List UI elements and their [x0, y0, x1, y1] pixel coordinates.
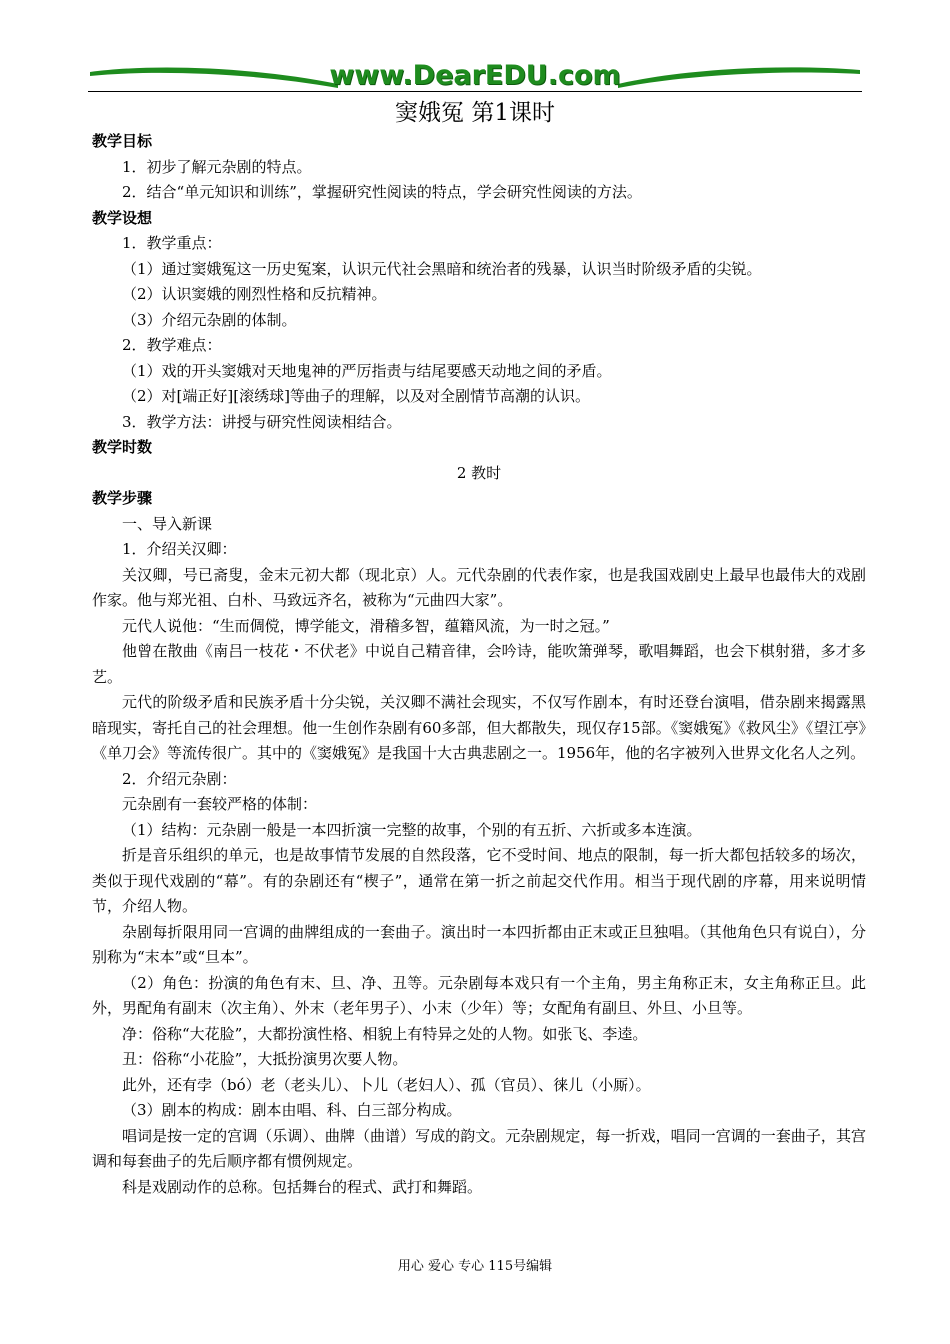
subheading-method: 3．教学方法：讲授与研究性阅读相结合。 [122, 412, 402, 431]
body-paragraph: 丑：俗称“小花脸”，大抵扮演男次要人物。 [122, 1050, 408, 1068]
page-title: 窦娥冤 第1课时 [395, 100, 555, 126]
subheading-key-points: 1．教学重点： [122, 234, 222, 252]
body-paragraph: 唱词是按一定的宫调（乐调）、曲牌（曲谱）写成的韵文。元杂剧规定，每一折戏，唱同一宫调的一套曲子，其宫调和每套曲子的先后顺序都有惯例规定。 [92, 1126, 866, 1170]
document-body [92, 129, 866, 1200]
section-heading-steps: 教学步骤 [92, 489, 153, 507]
body-paragraph: 净：俗称“大花脸”，大都扮演性格、相貌上有特异之处的人物。如张飞、李逵。 [122, 1024, 648, 1043]
list-item: （1）戏的开头窦娥对天地鬼神的严厉指责与结尾要感天动地之间的矛盾。 [122, 361, 612, 380]
body-paragraph: 折是音乐组织的单元，也是故事情节发展的自然段落，它不受时间、地点的限制，每一折大都包括较多的场次，类似于现代戏剧的“幕”。有的杂剧还有“楔子”，通常在第一折之前起交代作用。相当于现代剧的序幕，用来说明情节，介绍人物。 [92, 846, 866, 915]
body-paragraph: 元代人说他：“生而倜傥，博学能文，滑稽多智，蕴籍风流，为一时之冠。” [122, 616, 610, 635]
body-paragraph: （1）结构：元杂剧一般是一本四折演一完整的故事，个别的有五折、六折或多本连演。 [122, 820, 702, 839]
goal-item: 1．初步了解元杂剧的特点。 [122, 157, 312, 176]
body-paragraph: （3）剧本的构成：剧本由唱、科、白三部分构成。 [122, 1101, 462, 1119]
step-subheading: 2．介绍元杂剧： [122, 769, 237, 788]
list-item: （3）介绍元杂剧的体制。 [122, 310, 297, 329]
body-paragraph: 科是戏剧动作的总称。包括舞台的程式、武打和舞蹈。 [122, 1177, 483, 1196]
header-divider [88, 91, 862, 92]
step-subheading: 1．介绍关汉卿： [122, 540, 237, 558]
step-heading: 一、导入新课 [122, 514, 213, 533]
page-footer: 用心 爱心 专心 115号编辑 [397, 1259, 553, 1274]
hours-value: 2 教时 [456, 463, 502, 482]
site-banner [88, 58, 862, 94]
body-paragraph: 此外，还有孛（bó）老（老头儿）、卜儿（老妇人）、孤（官员）、徕儿（小厮）。 [122, 1075, 651, 1094]
goal-item: 2．结合“单元知识和训练”，掌握研究性阅读的特点，学会研究性阅读的方法。 [122, 183, 642, 201]
subheading-difficult-points: 2．教学难点： [122, 336, 222, 354]
body-paragraph: （2）角色：扮演的角色有末、旦、净、丑等。元杂剧每本戏只有一个主角，男主角称正末，女主角称正旦。此外，男配角有副末（次主角）、外末（老年男子）、小末（少年）等；女配角有副旦、外旦、小旦等。 [92, 973, 866, 1017]
list-item: （1）通过窦娥冤这一历史冤案，认识元代社会黑暗和统治者的残暴，认识当时阶级矛盾的尖锐。 [122, 259, 762, 278]
body-paragraph: 关汉卿，号已斋叟，金末元初大都（现北京）人。元代杂剧的代表作家，也是我国戏剧史上最早也最伟大的戏剧作家。他与郑光祖、白朴、马致远齐名，被称为“元曲四大家”。 [92, 565, 866, 609]
site-logo[interactable]: www.DearEDU.com [329, 60, 621, 91]
body-paragraph: 元代的阶级矛盾和民族矛盾十分尖锐，关汉卿不满社会现实，不仅写作剧本，有时还登台演唱，借杂剧来揭露黑暗现实，寄托自己的社会理想。他一生创作杂剧有60多部，但大都散失，现仅存15部。《窦娥冤》《救风尘》《望江亭》《单刀会》等流传很广。其中的《窦娥冤》是我国十大古典悲剧之一。1956年，他的名字被列入世界文化名人之列。 [92, 693, 866, 762]
section-heading-goals: 教学目标 [92, 132, 153, 150]
body-paragraph: 元杂剧有一套较严格的体制： [122, 795, 318, 813]
list-item: （2）对[端正好][滚绣球]等曲子的理解，以及对全剧情节高潮的认识。 [122, 387, 590, 405]
body-paragraph: 杂剧每折限用同一宫调的曲牌组成的一套曲子。演出时一本四折都由正末或正旦独唱。（其他角色只有说白），分别称为“末本”或“旦本”。 [92, 922, 866, 966]
section-heading-hours: 教学时数 [92, 438, 153, 456]
section-heading-design: 教学设想 [92, 208, 153, 227]
body-paragraph: 他曾在散曲《南吕一枝花・不伏老》中说自己精音律，会吟诗，能吹箫弹琴，歌唱舞蹈，也会下棋射猎，多才多艺。 [92, 642, 866, 686]
list-item: （2）认识窦娥的刚烈性格和反抗精神。 [122, 285, 387, 303]
